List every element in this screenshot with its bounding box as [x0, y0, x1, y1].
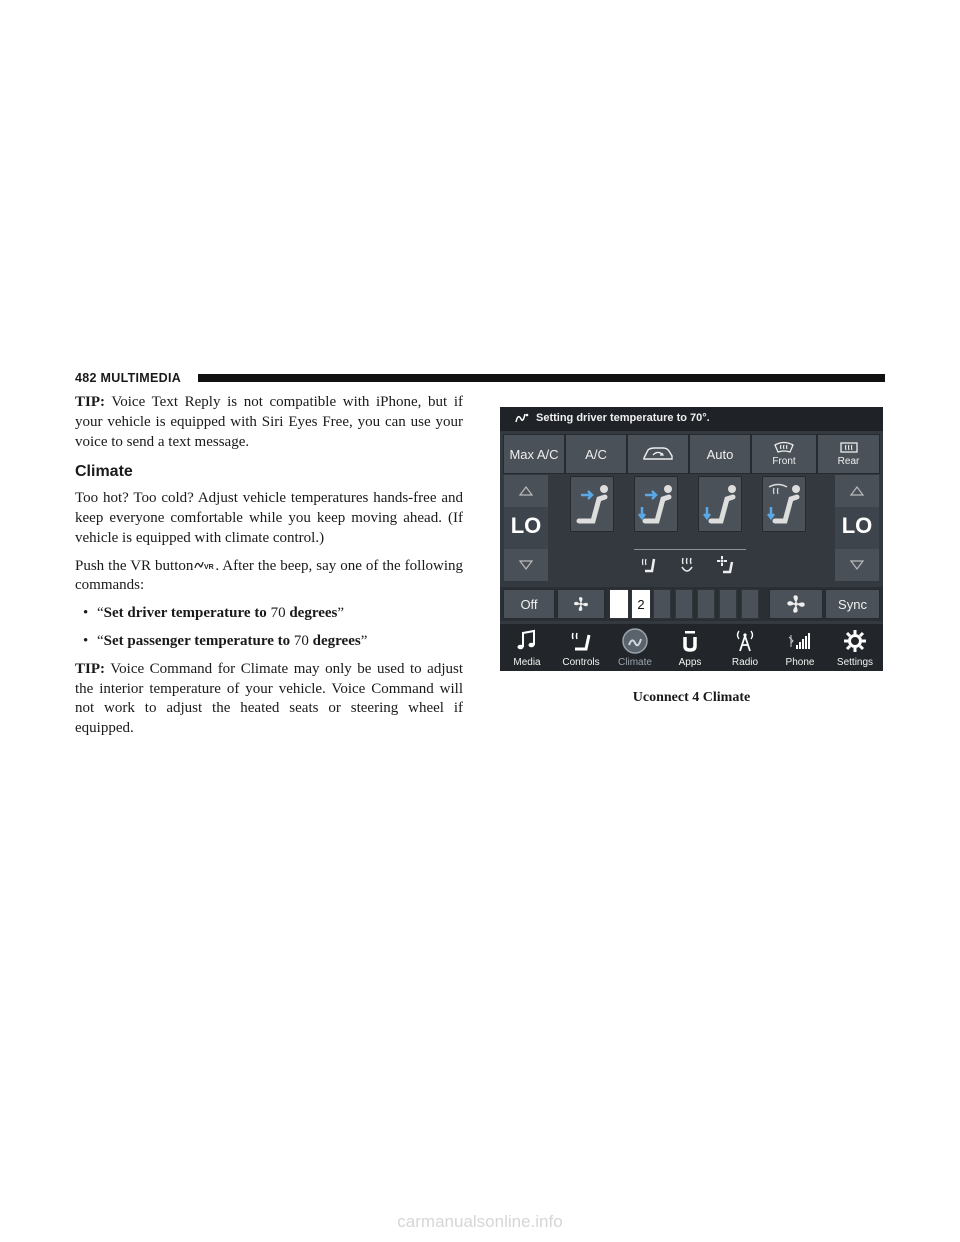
bullet-icon: • [83, 605, 89, 622]
nav-apps[interactable]: Apps [663, 624, 717, 671]
fan-increase-button[interactable] [769, 589, 823, 619]
command-item-2: • “Set passenger temperature to 70 degrees” [75, 632, 463, 652]
nav-controls[interactable]: Controls [554, 624, 608, 671]
triangle-up-icon [518, 485, 534, 497]
svg-text:VR: VR [204, 563, 215, 571]
triangle-down-icon [849, 559, 865, 571]
rear-defrost-icon [838, 441, 860, 455]
watermark-footer: carmanualsonline.info [397, 1212, 563, 1231]
triangle-up-icon [849, 485, 865, 497]
rear-defrost-button[interactable]: Rear [817, 434, 880, 474]
mix-airflow-icon [763, 477, 807, 533]
mode-floor-button[interactable] [698, 476, 742, 532]
nav-media[interactable]: Media [500, 624, 554, 671]
divider [634, 549, 746, 550]
section-heading: Climate [75, 463, 133, 481]
ventilated-seat-icon[interactable] [716, 555, 736, 575]
climate-icon [621, 627, 649, 655]
bullet-icon: • [83, 632, 89, 649]
bottom-nav-bar [500, 624, 883, 671]
nav-radio[interactable]: Radio [718, 624, 772, 671]
panel-airflow-icon [571, 477, 615, 533]
driver-temp-value: LO [510, 513, 542, 538]
mode-panel-button[interactable] [570, 476, 614, 532]
vr-button-icon [193, 557, 215, 571]
text-column [75, 393, 463, 747]
status-message: Setting driver temperature to 70°. [536, 412, 710, 424]
uconnect-climate-screen [500, 407, 883, 671]
fan-large-icon [786, 594, 806, 614]
driver-temp-up-button[interactable] [504, 475, 548, 507]
fan-level-4[interactable] [675, 589, 693, 619]
header-rule [198, 374, 885, 382]
bilevel-airflow-icon [635, 477, 679, 533]
fan-small-icon [573, 596, 589, 612]
triangle-down-icon [518, 559, 534, 571]
push-paragraph: Push the VR button VR . After the beep, say one of the following commands: [75, 557, 463, 594]
tip-label: TIP: [75, 660, 105, 677]
tip-text: Voice Command for Climate may only be used to adjust the interior temperature of your vehicle. Voice Command will not work to adjust the heated seats or steering wheel if equipped. [75, 660, 463, 737]
command-item-1: • “Set driver temperature to 70 degrees” [75, 604, 463, 624]
passenger-temp-down-button[interactable] [835, 549, 879, 581]
driver-temp-down-button[interactable] [504, 549, 548, 581]
apps-icon [676, 627, 704, 655]
heated-wheel-icon[interactable] [678, 555, 696, 575]
nav-settings[interactable]: Settings [828, 624, 882, 671]
mode-bilevel-button[interactable] [634, 476, 678, 532]
ac-button[interactable]: A/C [565, 434, 627, 474]
recirculation-button[interactable] [627, 434, 689, 474]
page-label: 482 MULTIMEDIA [75, 371, 182, 385]
controls-seat-icon [567, 627, 595, 655]
climate-paragraph: Too hot? Too cold? Adjust vehicle temperatures hands-free and keep everyone comfortable while you keep moving ahead. (If vehicle is equipped with climate control.) [75, 490, 463, 546]
nav-phone[interactable]: Phone [773, 624, 827, 671]
fan-level-1[interactable] [609, 589, 629, 619]
tip-paragraph-2 [75, 660, 463, 739]
voice-icon [514, 411, 530, 425]
fan-speed-row [500, 587, 883, 621]
running-header [75, 370, 885, 390]
figure-caption: Uconnect 4 Climate [632, 690, 751, 705]
front-defrost-icon [773, 441, 795, 455]
mode-mix-button[interactable] [762, 476, 806, 532]
driver-temp-control [504, 475, 548, 581]
auto-button[interactable]: Auto [689, 434, 751, 474]
status-bar [500, 407, 883, 431]
fan-level-6[interactable] [719, 589, 737, 619]
passenger-temp-up-button[interactable] [835, 475, 879, 507]
max-ac-button[interactable]: Max A/C [503, 434, 565, 474]
nav-climate[interactable]: Climate [608, 624, 662, 671]
fan-level-7[interactable] [741, 589, 759, 619]
fan-decrease-button[interactable] [557, 589, 605, 619]
tip-text: Voice Text Reply is not compatible with iPhone, but if your vehicle is equipped with Siri Eyes Free, you can use your voice to send a text message. [75, 394, 463, 450]
fan-level-2[interactable]: 2 [631, 589, 651, 619]
floor-airflow-icon [699, 477, 743, 533]
heated-seat-icon[interactable] [640, 555, 658, 575]
fan-level-5[interactable] [697, 589, 715, 619]
passenger-temp-value: LO [841, 513, 873, 538]
music-note-icon [513, 627, 541, 655]
tip-paragraph-1 [75, 393, 463, 452]
passenger-temp-control [835, 475, 879, 581]
front-defrost-button[interactable]: Front [751, 434, 817, 474]
gear-icon [841, 627, 869, 655]
tip-label: TIP: [75, 394, 105, 410]
fan-off-button[interactable]: Off [503, 589, 555, 619]
recirculation-icon [641, 445, 675, 463]
sync-button[interactable]: Sync [825, 589, 880, 619]
phone-signal-icon [786, 627, 814, 655]
fan-level-3[interactable] [653, 589, 671, 619]
radio-antenna-icon [731, 627, 759, 655]
